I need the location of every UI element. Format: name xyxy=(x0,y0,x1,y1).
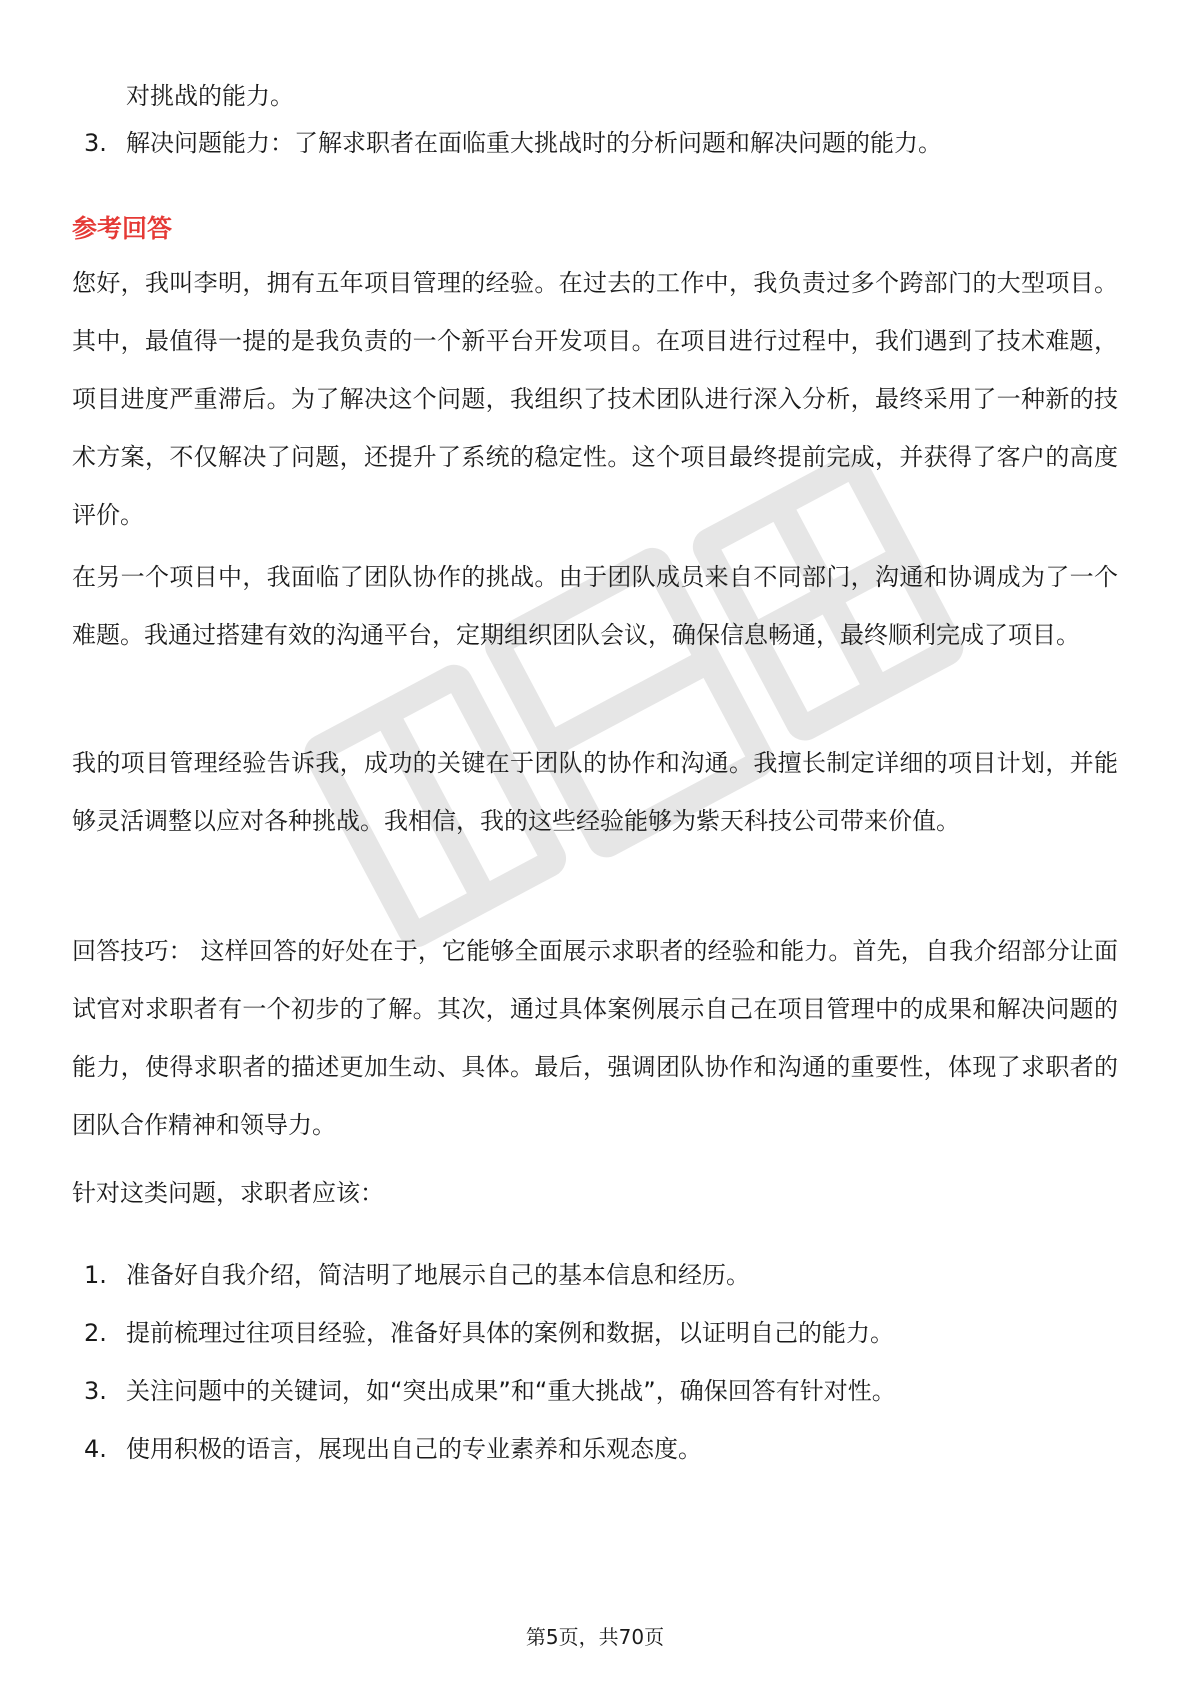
answer-paragraph-1: 您好，我叫李明，拥有五年项目管理的经验。在过去的工作中，我负责过多个跨部门的大型项目。其中，最值得一提的是我负责的一个新平台开发项目。在项目进行过程中，我们遇到了技术难题，项目进度严重滞后。为了解决这个问题，我组织了技术团队进行深入分析，最终采用了一种新的技术方案，不仅解决了问题，还提升了系统的稳定性。这个项目最终提前完成，并获得了客户的高度评价。 xyxy=(72,269,1118,529)
advice-intro: 针对这类问题，求职者应该： xyxy=(72,1179,384,1207)
list-item-number: 4. xyxy=(84,1435,107,1463)
page-number-footer: 第5页，共70页 xyxy=(525,1625,665,1649)
list-item-text: 准备好自我介绍，简洁明了地展示自己的基本信息和经历。 xyxy=(126,1261,750,1289)
list-item-text: 解决问题能力：了解求职者在面临重大挑战时的分析问题和解决问题的能力。 xyxy=(126,129,942,157)
list-item-number: 1. xyxy=(84,1261,107,1289)
answer-paragraph-2: 在另一个项目中，我面临了团队协作的挑战。由于团队成员来自不同部门，沟通和协调成为了一个难题。我通过搭建有效的沟通平台，定期组织团队会议，确保信息畅通，最终顺利完成了项目。 xyxy=(72,563,1118,649)
section-heading: 参考回答 xyxy=(72,214,173,243)
list-item-number: 2. xyxy=(84,1319,107,1347)
list-continuation: 对挑战的能力。 xyxy=(126,82,294,110)
list-item-text: 提前梳理过往项目经验，准备好具体的案例和数据，以证明自己的能力。 xyxy=(126,1319,894,1347)
answer-paragraph-3: 我的项目管理经验告诉我，成功的关键在于团队的协作和沟通。我擅长制定详细的项目计划，并能够灵活调整以应对各种挑战。我相信，我的这些经验能够为紫天科技公司带来价值。 xyxy=(72,749,1118,835)
list-item-text: 使用积极的语言，展现出自己的专业素养和乐观态度。 xyxy=(126,1435,702,1463)
list-item-number: 3. xyxy=(84,1377,107,1405)
answer-tips-paragraph: 回答技巧： 这样回答的好处在于，它能够全面展示求职者的经验和能力。首先，自我介绍部分让面试官对求职者有一个初步的了解。其次，通过具体案例展示自己在项目管理中的成果和解决问题的能力，使得求职者的描述更加生动、具体。最后，强调团队协作和沟通的重要性，体现了求职者的团队合作精神和领导力。 xyxy=(72,937,1118,1139)
list-item-text: 关注问题中的关键词，如“突出成果”和“重大挑战”，确保回答有针对性。 xyxy=(126,1377,896,1405)
list-item-number: 3. xyxy=(84,129,107,157)
